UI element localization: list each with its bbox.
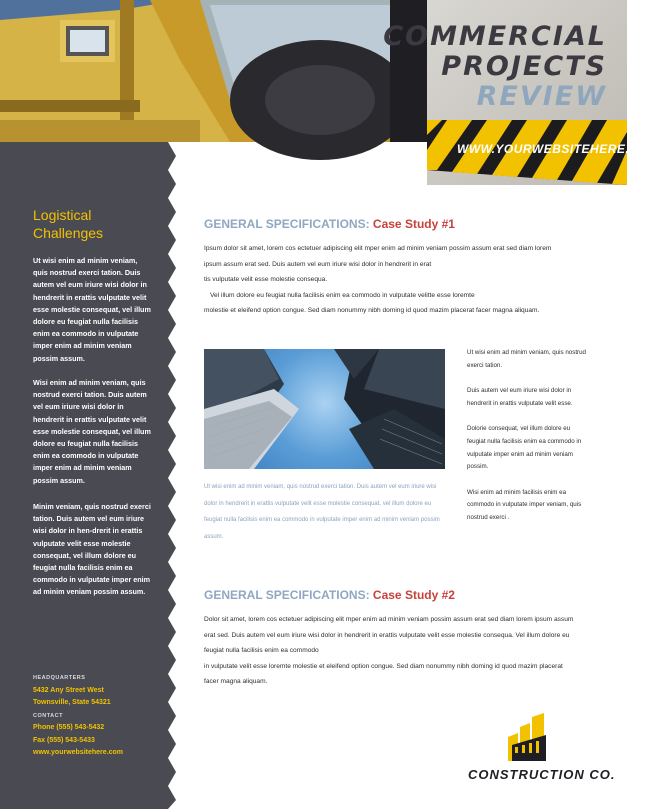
image-caption: Ut wisi enim ad minim veniam, quis nostrud exerci tation. Duis autem vel eum iriure wisi dolor in hendrerit in erattis vulputate velit esse molestie consequat, vel illum dolore eu feugiat nulla facilisis enim ea commodo in vulputate imper enim ad minim veniam possim assum.: [204, 484, 440, 540]
right-column-paragraph: Ut wisi enim ad minim veniam, quis nostrud exerci tation.: [467, 349, 586, 369]
section-1-line: molestie et eleifend option congue. Sed diam nonummy nibh doming id quod mazim placerat facer magna aliquam.: [204, 307, 540, 314]
section-1-line: Vel illum dolore eu feugiat nulla facilisis enim ea commodo in vulputate velitte esse loremte: [210, 291, 475, 299]
title-line-1: COMMERCIAL: [383, 21, 607, 52]
right-column-paragraph: Duis autem vel eum iriure wisi dolor in hendrerit in erattis vulputate velit esse.: [467, 387, 573, 407]
right-column: [467, 347, 587, 538]
title-website[interactable]: WWW.YOURWEBSITEHERE.COM: [457, 142, 659, 156]
sidebar-heading: Logistical Challenges: [33, 207, 104, 241]
section-1-label: GENERAL SPECIFICATIONS:: [204, 217, 370, 231]
section-2-label: GENERAL SPECIFICATIONS:: [204, 588, 370, 602]
contact-website-link[interactable]: www.yourwebsitehere.com: [33, 749, 123, 756]
right-column-paragraph: Dolorie consequat, vel illum dolore eu feugiat nulla facilisis enim ea commodo in vulputate imper enim ad minim veniam possim.: [467, 425, 582, 471]
fax: Fax (555) 543-5433: [33, 736, 95, 744]
phone: Phone (555) 543-5432: [33, 724, 105, 731]
contact-label: CONTACT: [33, 712, 63, 719]
company-logo: [468, 713, 616, 783]
sidebar-paragraph: Minim veniam, quis nostrud exerci tation. Duis autem vel eum iriure wisi dolor in hen-drerit in erattis vulputate velit esse molestie consequat, vel illum dolore eu feugiat nulla facilisis enim ea commodo in vulputate imper enim ad minim veniam possim assum.: [33, 502, 151, 597]
section-1-line: ipsum assum erat sed. Duis autem vel eum iriure wisi dolor in hendrerit in erat: [204, 260, 432, 268]
address-line-2: Townsville, State 54321: [33, 699, 111, 706]
title-panel: [383, 0, 659, 185]
address-line-1: 5432 Any Street West: [33, 686, 104, 694]
section-2-case: Case Study #2: [372, 588, 455, 602]
title-line-3: REVIEW: [476, 81, 607, 112]
section-2-body: [204, 612, 584, 690]
sidebar-paragraph: Wisi enim ad minim veniam, quis nostrud exerci tation. Duis autem vel eum iriure wisi dolor in hendrerit in erattis vulputate velit esse molestie consequat, vel illum dolore eu feugiat nulla facilisis enim ea commodo in vulputate imper enim ad minim veniam possim assum.: [33, 378, 151, 485]
section-1-line: Ipsum dolor sit amet, lorem cos ectetuer adipiscing elit mper enim ad minim veniam possim assum erat sed diam lorem: [204, 245, 552, 252]
section-1-body: [204, 241, 584, 319]
section-2-heading: [204, 588, 455, 602]
section-1-heading: [204, 217, 455, 231]
section-2-line: feugiat nulla facilisis enim ea commodo: [204, 647, 319, 654]
headquarters-label: HEADQUARTERS: [33, 675, 86, 681]
section-2-line: Dolor sit amet, lorem cos ectetuer adipiscing elit mper enim ad minim veniam possim assum erat sed diam lorem ipsum assum: [204, 616, 574, 623]
title-line-2: PROJECTS: [441, 51, 607, 82]
contact-block: [33, 672, 168, 760]
skyscraper-photo: [204, 349, 445, 469]
section-1-case: Case Study #1: [372, 217, 455, 231]
logo-text: CONSTRUCTION CO.: [468, 767, 616, 782]
hero-photo: [0, 0, 437, 142]
building-icon: [506, 713, 546, 761]
right-column-paragraph: Wisi enim ad minim facilisis enim ea commodo in vulputate imper veniam, quis nostrud exerci .: [467, 488, 582, 521]
section-2-line: in vulputate velit esse loremte molestie et eleifend option congue. Sed diam nonummy nibh doming id quod mazim placerat: [204, 662, 563, 670]
section-2-line: facer magna aliquam.: [204, 678, 268, 685]
sidebar-paragraph: Ut wisi enim ad minim veniam, quis nostrud exerci tation. Duis autem vel eum iriure wisi dolor in hendrerit in erattis vulputate velit esse molestie consequat, vel illum dolore eu feugiat nulla facilisis enim ea commodo in vulputate imper enim ad minim veniam possim assum.: [33, 256, 151, 363]
section-2-line: erat sed. Duis autem vel eum iriure wisi dolor in hendrerit in erattis vulputate velit esse molestie consequa. Vel illum dolore eu: [204, 631, 570, 639]
section-1-line: tis vulputate velit esse molestie consequa.: [204, 276, 328, 283]
